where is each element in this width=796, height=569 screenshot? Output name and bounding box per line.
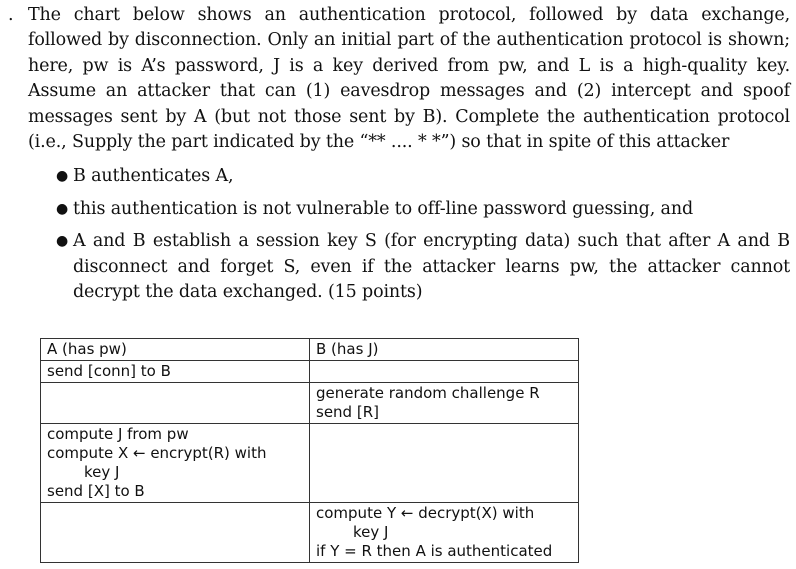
step-line: key J	[84, 463, 120, 481]
step-line: if Y = R then A is authenticated	[316, 542, 553, 560]
step-line: generate random challenge R	[316, 384, 540, 402]
step-a-cell	[41, 424, 310, 503]
bullet-icon: ●	[56, 233, 69, 250]
requirement-item	[8, 229, 790, 305]
requirement-text: this authentication is not vulnerable to off-line password guessing, and	[73, 198, 694, 219]
step-line: key J	[353, 523, 389, 541]
step-b-cell	[310, 424, 579, 503]
protocol-row	[41, 383, 579, 424]
step-line: compute X ← encrypt(R) with	[47, 444, 267, 462]
problem-intro: The chart below shows an authentication protocol, followed by data exchange, followed by disconnection. Only an initial part of the authentication protocol is shown; here, pw is A’s password, J is a key derived from pw, and L is a high-quality key. Assume an attacker that can (1) eavesdrop messages and (2) intercept and spoof messages sent by A (but not those sent by B). Complete the authentication protocol (i.e., Supply the part indicated by the “** .... * *”) so that in spite of this attacker	[28, 5, 790, 153]
problem-statement	[8, 3, 790, 312]
step-a-cell	[41, 383, 310, 424]
bullet-icon: ●	[56, 168, 69, 185]
step-line: send [X] to B	[47, 482, 145, 500]
protocol-row	[41, 424, 579, 503]
step-line: compute J from pw	[47, 425, 189, 443]
step-b-cell	[310, 361, 579, 383]
protocol-table	[40, 338, 579, 563]
requirement-item	[8, 197, 790, 222]
step-line: send [conn] to B	[47, 362, 171, 380]
protocol-row	[41, 503, 579, 563]
problem-number-marker: .	[8, 5, 14, 25]
requirement-text: B authenticates A,	[73, 166, 234, 187]
column-b-header: B (has J)	[310, 339, 579, 361]
protocol-header-row	[41, 339, 579, 361]
step-line: compute Y ← decrypt(X) with	[316, 504, 535, 522]
step-line: send [R]	[316, 403, 379, 421]
requirement-text: A and B establish a session key S (for encrypting data) such that after A and B disconnect and forget S, even if the attacker learns pw, the attacker cannot decrypt the data exchanged. (15 points)	[73, 231, 790, 303]
step-b-cell	[310, 383, 579, 424]
requirement-item	[8, 164, 790, 189]
step-a-cell	[41, 503, 310, 563]
column-a-header: A (has pw)	[41, 339, 310, 361]
bullet-icon: ●	[56, 200, 69, 217]
step-a-cell	[41, 361, 310, 383]
protocol-row	[41, 361, 579, 383]
step-b-cell	[310, 503, 579, 563]
requirements-list	[8, 164, 790, 305]
